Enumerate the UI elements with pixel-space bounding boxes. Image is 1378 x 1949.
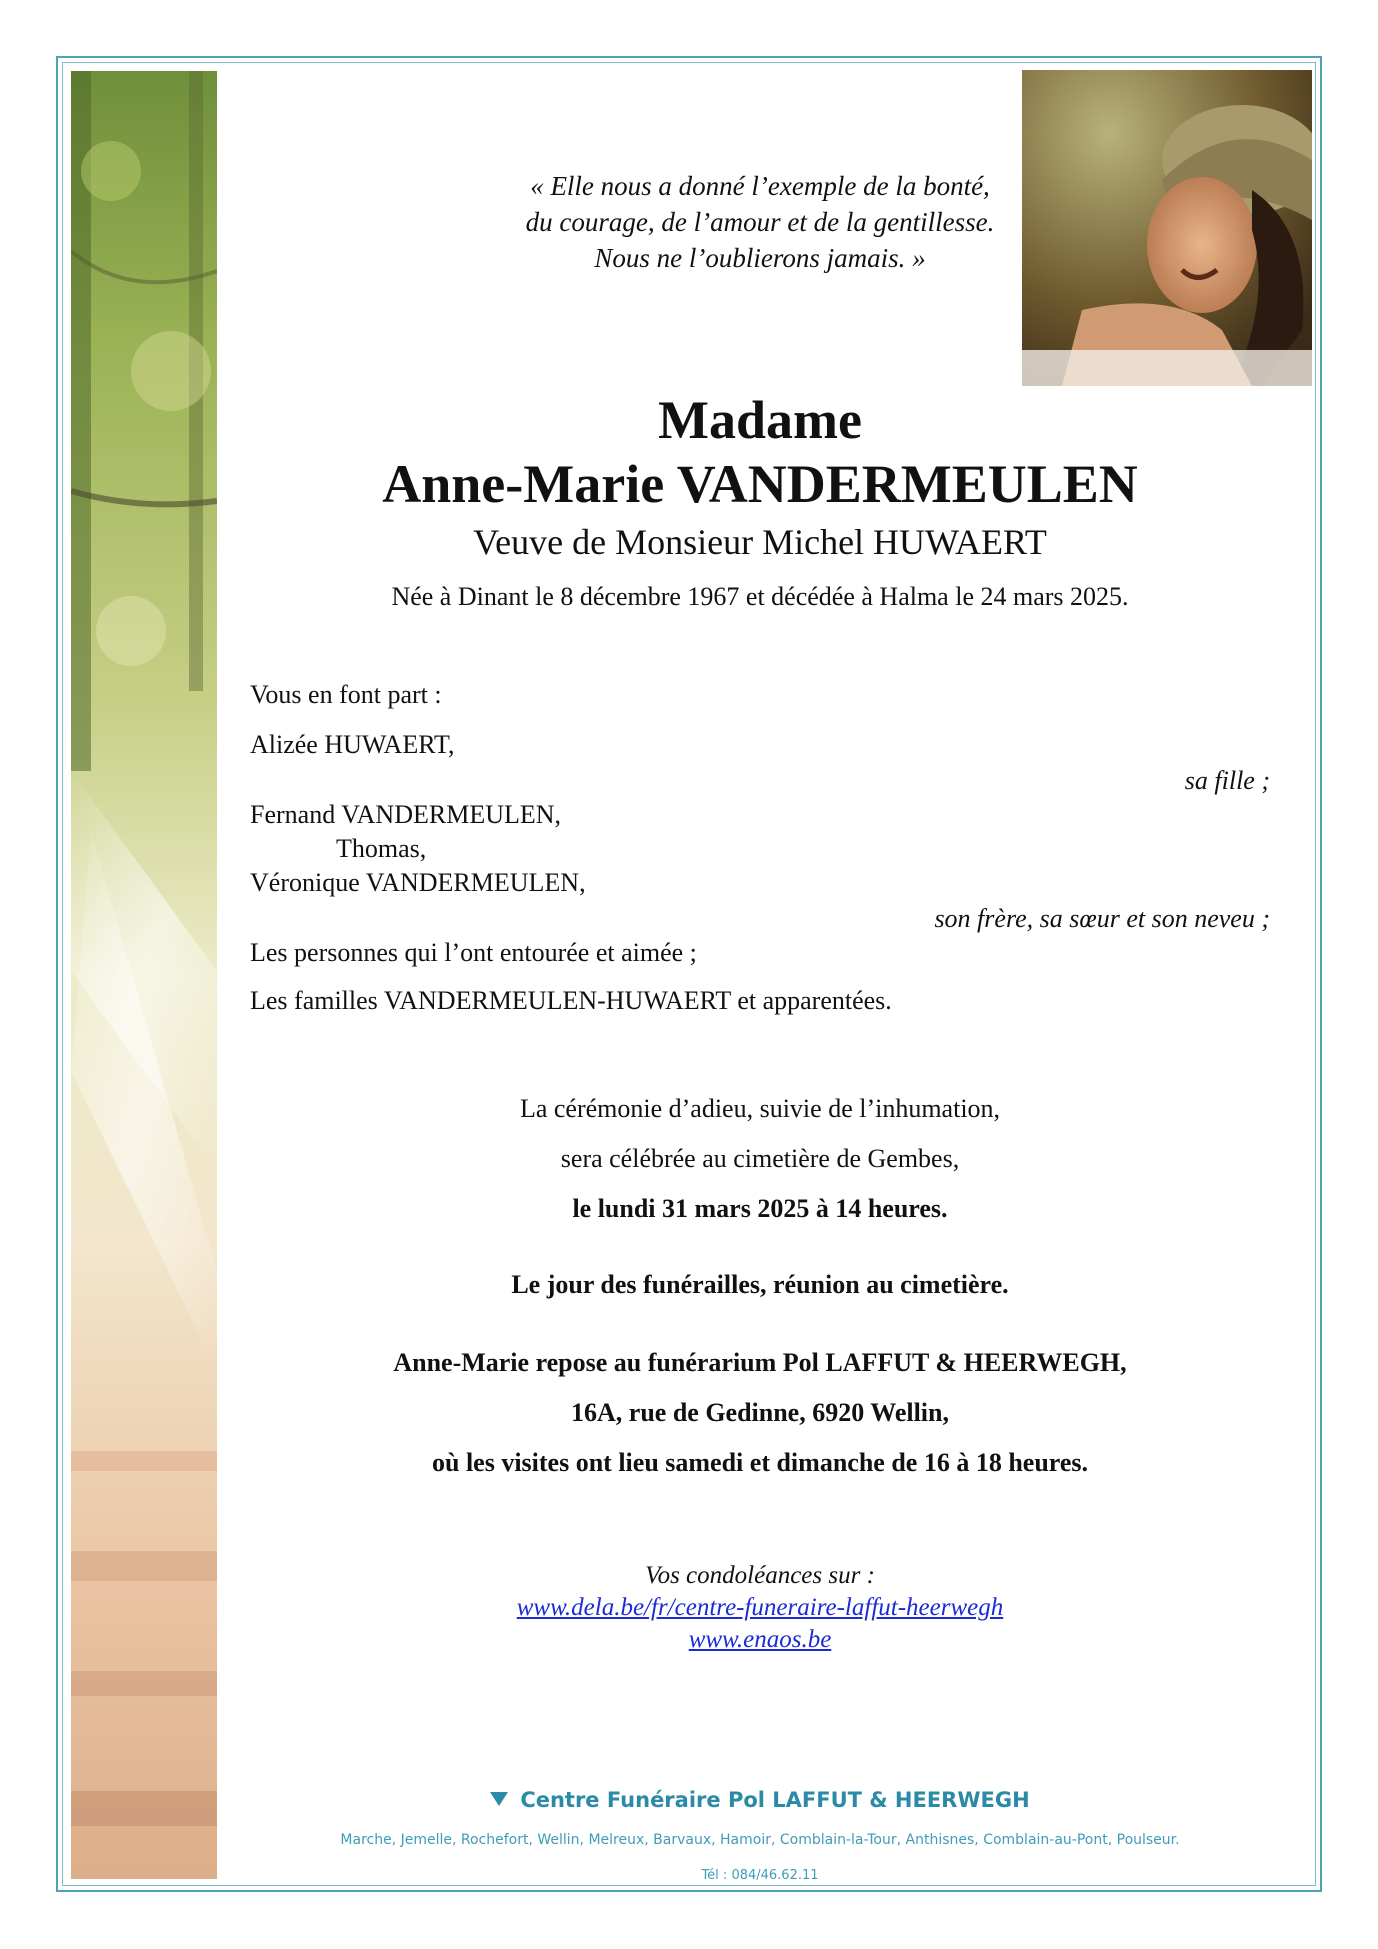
sibling-relation: son frère, sa sœur et son neveu ;	[934, 904, 1270, 933]
family-announcement	[250, 678, 1270, 1028]
forest-side-image	[71, 71, 217, 1879]
family-sibling-1: Fernand VANDERMEULEN,	[250, 800, 562, 829]
family-daughter: Alizée HUWAERT,	[250, 730, 455, 759]
quote-line-1: « Elle nous a donné l’exemple de la bonté,	[530, 171, 990, 201]
triangle-down-icon	[490, 1792, 508, 1806]
daughter-relation: sa fille ;	[1184, 766, 1270, 795]
family-intro: Vous en font part :	[250, 680, 442, 709]
funerarium-line-1: Anne-Marie repose au funérarium Pol LAFFUT & HEERWEGH,	[393, 1348, 1127, 1377]
footer-telephone: Tél : 084/46.62.11	[701, 1868, 819, 1883]
funerarium-line-3: où les visites ont lieu samedi et dimanche de 16 à 18 heures.	[431, 1448, 1089, 1477]
funerarium-line-2: 16A, rue de Gedinne, 6920 Wellin,	[571, 1398, 949, 1427]
ceremony-line-2: sera célébrée au cimetière de Gembes,	[560, 1144, 960, 1173]
condolences-label: Vos condoléances sur :	[645, 1562, 875, 1589]
spouse-line: Veuve de Monsieur Michel HUWAERT	[473, 522, 1047, 562]
footer-company-name: Centre Funéraire Pol LAFFUT & HEERWEGH	[520, 1788, 1030, 1812]
birth-death-dates: Née à Dinant le 8 décembre 1967 et décédée à Halma le 24 mars 2025.	[391, 582, 1129, 611]
footer-company	[250, 1788, 1270, 1812]
family-others: Les personnes qui l’ont entourée et aimée ;	[250, 938, 697, 967]
quote-line-3: Nous ne l’oublierons jamais. »	[594, 243, 926, 273]
condolences-link-enaos[interactable]: www.enaos.be	[688, 1626, 832, 1653]
deceased-name: Anne-Marie VANDERMEULEN	[382, 454, 1138, 514]
ceremony-line-1: La cérémonie d’adieu, suivie de l’inhumation,	[519, 1094, 1001, 1123]
quote-line-2: du courage, de l’amour et de la gentillesse.	[525, 207, 995, 237]
condolences-link-dela[interactable]: www.dela.be/fr/centre-funeraire-laffut-heerwegh	[516, 1594, 1004, 1621]
honorific-title: Madame	[658, 390, 862, 450]
memorial-quote	[250, 168, 1270, 276]
footer-towns: Marche, Jemelle, Rochefort, Wellin, Melreux, Barvaux, Hamoir, Comblain-la-Tour, Anthisnes, Comblain-au-Pont, Poulseur.	[340, 1832, 1180, 1848]
ceremony-date: le lundi 31 mars 2025 à 14 heures.	[572, 1194, 948, 1223]
family-sibling-2: Véronique VANDERMEULEN,	[250, 868, 586, 897]
family-nephew: Thomas,	[336, 834, 427, 863]
family-relatives: Les familles VANDERMEULEN-HUWAERT et apparentées.	[250, 986, 892, 1015]
ceremony-meeting: Le jour des funérailles, réunion au cimetière.	[511, 1270, 1009, 1299]
